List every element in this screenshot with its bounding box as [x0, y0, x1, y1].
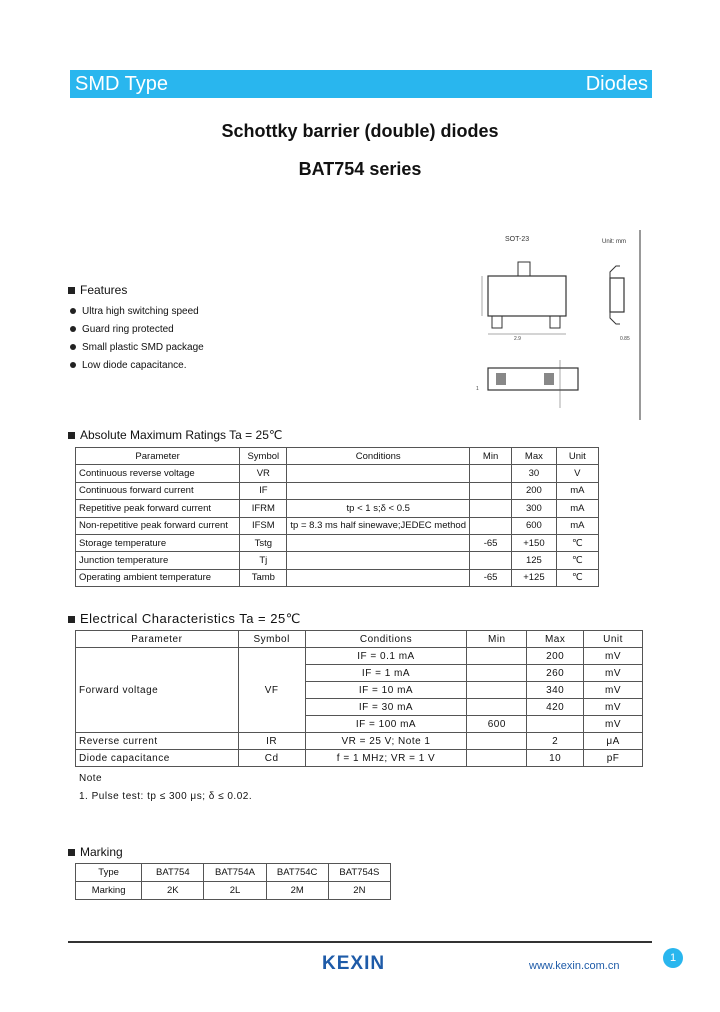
table-row: Marking 2K 2L 2M 2N: [76, 882, 391, 900]
table-row: IF = 30 mA 420 mV: [76, 699, 643, 716]
footer-divider: [68, 941, 652, 943]
features-list: [70, 302, 204, 374]
table-row: IF = 1 mA 260 mV: [76, 665, 643, 682]
bullet-icon: [70, 308, 76, 314]
note-text: 1. Pulse test: tp ≤ 300 μs; δ ≤ 0.02.: [79, 791, 253, 802]
table-row: Diode capacitance Cd f = 1 MHz; VR = 1 V 10 pF: [76, 750, 643, 767]
table-row: IF = 100 mA 600 mV: [76, 716, 643, 733]
table-row: Storage temperature Tstg -65 +150 ℃: [76, 534, 599, 551]
list-item: Guard ring protected: [70, 320, 204, 338]
list-item: Ultra high switching speed: [70, 302, 204, 320]
abs-ratings-table: [75, 447, 599, 587]
svg-text:0.85: 0.85: [620, 336, 630, 342]
footer-url[interactable]: www.kexin.com.cn: [529, 960, 620, 972]
list-item: Low diode capacitance.: [70, 356, 204, 374]
list-item: Small plastic SMD package: [70, 338, 204, 356]
abs-ratings-heading: Absolute Maximum Ratings Ta = 25℃: [68, 428, 282, 442]
table-row: Continuous forward current IF 200 mA: [76, 482, 599, 499]
features-heading: Features: [68, 283, 127, 297]
page-subtitle: BAT754 series: [298, 159, 422, 179]
table-row: IF = 10 mA 340 mV: [76, 682, 643, 699]
table-header-row: Parameter Symbol Conditions Min Max Unit: [76, 631, 643, 648]
svg-text:2.9: 2.9: [514, 336, 521, 342]
elec-table: [75, 630, 643, 767]
square-bullet-icon: [68, 616, 75, 623]
table-row: Junction temperature Tj 125 ℃: [76, 552, 599, 569]
header-bar: [70, 70, 652, 98]
marking-table: [75, 863, 391, 900]
header-left: SMD Type: [75, 73, 168, 95]
table-row: Reverse current IR VR = 25 V; Note 1 2 μA: [76, 733, 643, 750]
page-title: Schottky barrier (double) diodes: [221, 121, 499, 141]
header-right: Diodes: [585, 73, 648, 95]
unit-label: Unit: mm: [602, 239, 626, 245]
table-row: Operating ambient temperature Tamb -65 +125 ℃: [76, 569, 599, 586]
table-row: Repetitive peak forward current IFRM tp < 1 s;δ < 0.5 300 mA: [76, 500, 599, 517]
marking-heading: Marking: [68, 845, 123, 859]
bullet-icon: [70, 344, 76, 350]
table-header-row: Parameter Symbol Conditions Min Max Unit: [76, 448, 599, 465]
bullet-icon: [70, 362, 76, 368]
page-number: 1: [663, 948, 683, 968]
elec-heading: Electrical Characteristics Ta = 25℃: [68, 611, 301, 627]
table-row: Forward voltage VF IF = 0.1 mA 200 mV: [76, 648, 643, 665]
table-row: Non-repetitive peak forward current IFSM tp = 8.3 ms half sinewave;JEDEC method 600 mA: [76, 517, 599, 534]
table-row: Continuous reverse voltage VR 30 V: [76, 465, 599, 482]
package-drawing: [470, 230, 642, 420]
svg-text:1: 1: [476, 386, 479, 392]
square-bullet-icon: [68, 287, 75, 294]
bullet-icon: [70, 326, 76, 332]
note-label: Note: [79, 773, 103, 784]
square-bullet-icon: [68, 432, 75, 439]
kexin-logo: KEXIN: [322, 953, 386, 974]
square-bullet-icon: [68, 849, 75, 856]
table-row: Type BAT754 BAT754A BAT754C BAT754S: [76, 864, 391, 882]
package-name-label: SOT-23: [505, 236, 530, 243]
